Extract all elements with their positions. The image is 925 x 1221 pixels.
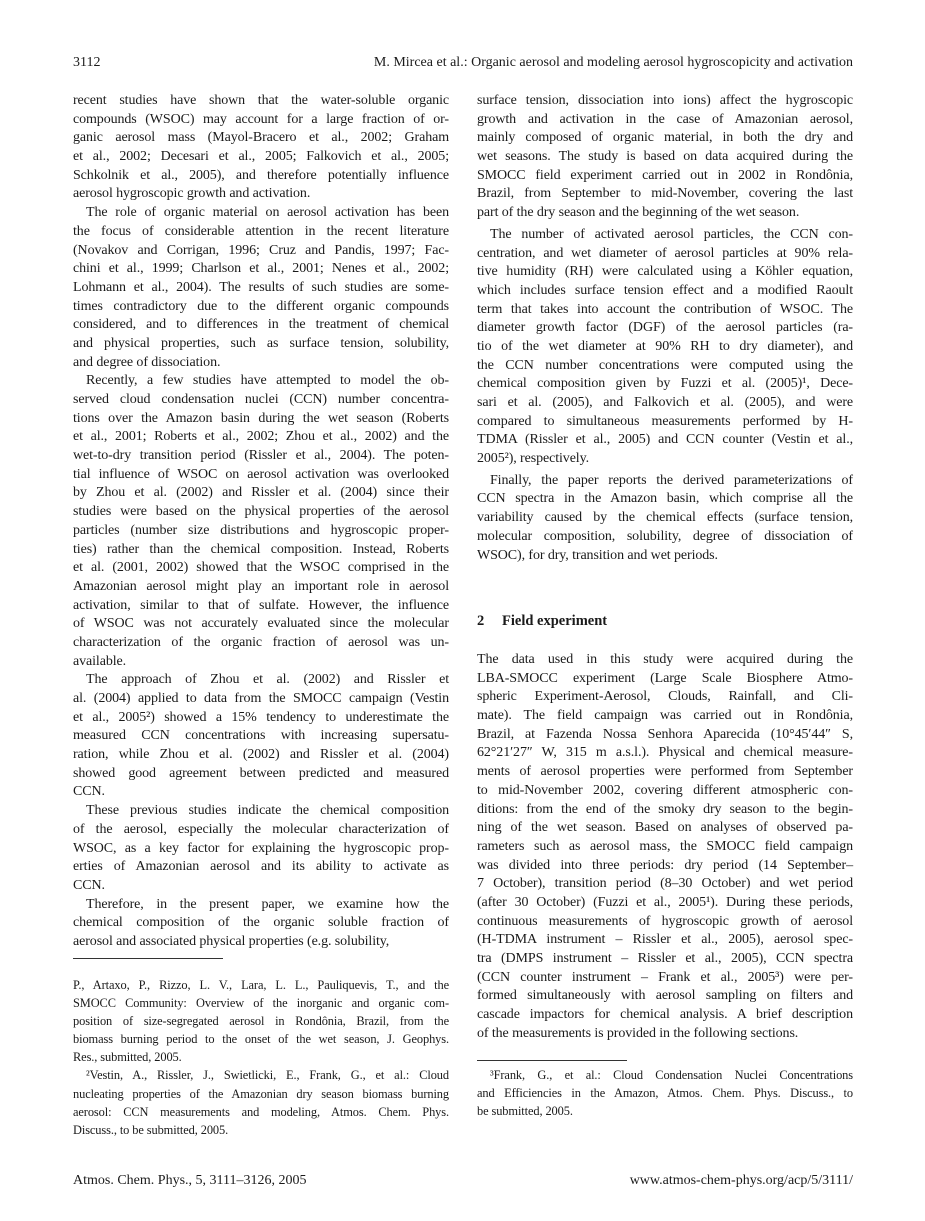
paragraph — [73, 204, 449, 372]
text-line: chemical composition given by Fuzzi et al. (2005)¹, Dece- — [477, 376, 853, 392]
text-line: available. — [73, 653, 127, 669]
section-body — [477, 651, 853, 1043]
text-line: erties of Amazonian aerosol and its ability to activate as — [73, 859, 449, 875]
footnote-rule — [73, 958, 223, 959]
paragraph — [73, 92, 449, 204]
section-title: Field experiment — [502, 613, 608, 629]
text-line: rameters such as aerosol mass, the SMOCC field campaign — [477, 838, 853, 854]
journal-citation: Atmos. Chem. Phys., 5, 3111–3126, 2005 — [73, 1173, 307, 1188]
text-line: variability caused by the chemical effects (surface tension, — [477, 510, 853, 526]
right-footnotes — [477, 1066, 853, 1120]
text-line: et al., 2005²) showed a 15% tendency to underestimate the — [73, 709, 449, 725]
paragraph — [73, 802, 449, 895]
text-line: growth and activation in the case of Amazonian aerosol, — [477, 111, 853, 127]
text-line: molecular composition, solubility, degree of dissociation of — [477, 528, 853, 544]
text-line: CCN. — [73, 784, 105, 800]
text-line: biomass burning period to the onset of the wet season, J. Geophys. — [73, 1032, 449, 1047]
text-line: nucleating properties of the Amazonian dry season biomass burning — [73, 1086, 449, 1101]
footnote — [73, 976, 449, 1066]
text-line: compounds (WSOC) may account for a large fraction of or- — [73, 111, 449, 127]
text-line: These previous studies indicate the chemical composition — [86, 803, 449, 819]
text-line: Res., submitted, 2005. — [73, 1050, 182, 1065]
text-line: Discuss., to be submitted, 2005. — [73, 1122, 229, 1137]
text-line: tions over the Amazon basin during the wet season (Roberts — [73, 410, 449, 426]
text-line: showed good agreement between predicted and measured — [73, 765, 449, 781]
paragraph — [73, 372, 449, 671]
text-line: diameter growth factor (DGF) of the aerosol particles (ra- — [477, 320, 853, 336]
text-line: (Novakov and Corrigan, 1996; Cruz and Pandis, 1997; Fac- — [73, 242, 449, 258]
text-line: to mid-November 2002, covering different atmospheric con- — [477, 782, 853, 798]
left-column-body — [73, 92, 449, 952]
text-line: Finally, the paper reports the derived parameterizations of — [490, 472, 853, 488]
text-line: ration, while Zhou et al. (2002) and Rissler et al. (2004) — [73, 747, 449, 763]
text-line: the focus of considerable attention in the recent literature — [73, 223, 449, 239]
text-line: cascade impactors for chemical analysis. A brief description — [477, 1007, 853, 1023]
running-title: M. Mircea et al.: Organic aerosol and modeling aerosol hygroscopicity and activation — [373, 55, 853, 70]
text-line: times contradictory due to the different organic compounds — [73, 298, 449, 314]
paragraph — [477, 651, 853, 1043]
text-line: aerosol hygroscopic growth and activation. — [73, 186, 311, 202]
text-line: and physical properties, such as surface tension, solubility, — [73, 335, 449, 351]
text-line: mate). The field campaign was carried out in Rondônia, — [477, 708, 853, 724]
text-line: spheric Experiment-Aerosol, Clouds, Rainfall, and Cli- — [477, 689, 853, 705]
text-line: ning of the wet season. Based on analyses of observed pa- — [477, 820, 853, 836]
text-line: LBA-SMOCC experiment (Large Scale Biosphere Atmo- — [477, 670, 853, 686]
paragraph — [477, 472, 853, 565]
paragraph — [73, 896, 449, 952]
paragraph — [477, 226, 853, 469]
text-line: by Zhou et al. (2002) and Rissler et al. (2004) since their — [73, 485, 449, 501]
text-line: of the aerosol, especially the molecular characterization of — [73, 821, 449, 837]
text-line: Brazil, from September to mid-November, covering the last — [477, 186, 853, 202]
text-line: (CCN counter instrument – Frank et al., 2005³) were per- — [477, 969, 853, 985]
text-line: The data used in this study were acquired during the — [477, 652, 853, 667]
text-line: sari et al. (2005), and Falkovich et al. (2005), and were — [477, 395, 853, 410]
text-line: et al. (2001, 2002) showed that the WSOC comprised in the — [73, 560, 449, 576]
text-line: continuous measurements of hygroscopic growth of aerosol — [477, 913, 853, 929]
text-line: 62°21′27″ W, 315 m a.s.l.). Physical and chemical measure- — [477, 745, 853, 761]
text-line: The role of organic material on aerosol activation has been — [86, 205, 449, 221]
text-line: SMOCC Community: Overview of the inorganic and organic com- — [73, 996, 449, 1011]
text-line: position of size-segregated aerosol in Rondônia, Brazil, from the — [73, 1014, 449, 1029]
text-line: wet-to-dry transition period (Rissler et al., 2004). The poten- — [73, 448, 449, 464]
text-line: considered, and to differences in the treatment of chemical — [73, 317, 449, 333]
text-line: of WSOC was not accurately evaluated since the molecular — [73, 616, 449, 632]
text-line: wet seasons. The study is based on data acquired during the — [477, 149, 853, 165]
left-footnotes — [73, 976, 449, 1139]
text-line: CCN. — [73, 877, 105, 893]
text-line: 2005²), respectively. — [477, 451, 589, 467]
text-line: recent studies have shown that the water-soluble organic — [73, 93, 449, 108]
text-line: Brazil, at Fazenda Nossa Senhora Aparecida (10°45′44″ S, — [477, 726, 853, 742]
text-line: aerosol: CCN measurements and modeling, Atmos. Chem. Phys. — [73, 1104, 449, 1119]
text-line: which includes surface tension effect and a modified Raoult — [477, 282, 853, 298]
text-line: CCN spectra in the Amazon basin, which comprise all the — [477, 491, 853, 507]
text-line: Lohmann et al., 2004). The results of such studies are some- — [73, 279, 449, 295]
text-line: WSOC), for dry, transition and wet periods. — [477, 547, 718, 563]
right-column-body — [477, 92, 853, 565]
text-line: (after 30 October) (Fuzzi et al., 2005¹). During these periods, — [477, 894, 853, 910]
text-line: compared to simultaneous measurements performed by H- — [477, 413, 853, 429]
paragraph — [73, 671, 449, 802]
text-line: and degree of dissociation. — [73, 354, 221, 370]
text-line: 7 October), transition period (8–30 October) and wet period — [477, 876, 853, 892]
text-line: of the measurements is provided in the following sections. — [477, 1025, 799, 1041]
text-line: et al., 2001; Roberts et al., 2002; Zhou et al., 2002) and the — [73, 429, 449, 445]
text-line: and Efficiencies in the Amazon, Atmos. Chem. Phys. Discuss., to — [477, 1086, 853, 1101]
text-line: mainly composed of organic material, in both the dry and — [477, 130, 853, 146]
text-line: ³Frank, G., et al.: Cloud Condensation Nuclei Concentrations — [490, 1068, 853, 1082]
text-line: SMOCC field experiment carried out in 2002 in Rondônia, — [477, 167, 853, 183]
text-line: ganic aerosol mass (Mayol-Bracero et al., 2002; Graham — [73, 130, 449, 146]
text-line: centration, and wet diameter of aerosol particles at 90% rela- — [477, 245, 853, 261]
text-line: chini et al., 1999; Charlson et al., 2001; Nenes et al., 2002; — [73, 261, 449, 277]
text-line: the CCN number concentrations were computed using the — [477, 357, 853, 373]
text-line: was divided into three periods: dry period (14 September– — [477, 857, 853, 873]
text-line: (H-TDMA instrument – Rissler et al., 2005), aerosol spec- — [477, 932, 853, 948]
footnote — [477, 1066, 853, 1120]
text-line: ties) rather than the chemical composition. Instead, Roberts — [73, 541, 449, 557]
text-line: surface tension, dissociation into ions) affect the hygroscopic — [477, 93, 853, 108]
text-line: ²Vestin, A., Rissler, J., Swietlicki, E., Frank, G., et al.: Cloud — [86, 1068, 449, 1083]
text-line: ments of aerosol properties were performed from September — [477, 764, 853, 780]
text-line: The approach of Zhou et al. (2002) and Rissler et — [86, 672, 449, 688]
text-line: ditions: from the end of the smoky dry season to the begin- — [477, 801, 853, 817]
footnote-rule — [477, 1060, 627, 1061]
text-line: al. (2004) applied to data from the SMOCC campaign (Vestin — [73, 691, 449, 706]
text-line: part of the dry season and the beginning of the wet season. — [477, 205, 800, 221]
text-line: activation, similar to that of sulfate. However, the influence — [73, 597, 449, 613]
text-line: P., Artaxo, P., Rizzo, L. V., Lara, L. L., Pauliquevis, T., and the — [73, 978, 449, 992]
text-line: Amazonian aerosol might play an important role in aerosol — [73, 578, 449, 594]
text-line: Schkolnik et al., 2005), and therefore potentially influence — [73, 167, 449, 183]
section-number: 2 — [477, 613, 485, 629]
text-line: tial influence of WSOC on aerosol activation was overlooked — [73, 466, 449, 482]
text-line: tive humidity (RH) were calculated using a Köhler equation, — [477, 264, 853, 280]
text-line: measured CCN concentrations with increasing supersatu- — [73, 728, 449, 744]
text-line: tra (DMPS instrument – Rissler et al., 2005), CCN spectra — [477, 951, 853, 966]
journal-url[interactable]: www.atmos-chem-phys.org/acp/5/3111/ — [629, 1173, 853, 1188]
text-line: served cloud condensation nuclei (CCN) number concentra- — [73, 392, 449, 407]
text-line: WSOC, as a key factor for explaining the hygroscopic prop- — [73, 840, 449, 856]
section-heading — [477, 611, 607, 631]
text-line: tio of the wet diameter at 90% RH to dry diameter), and — [477, 338, 853, 354]
text-line: formed simultaneously with aerosol sampling on filters and — [477, 988, 853, 1004]
text-line: particles (number size distributions and hygroscopic proper- — [73, 522, 449, 538]
text-line: studies were based on the physical properties of the aerosol — [73, 504, 449, 520]
text-line: aerosol and associated physical properties (e.g. solubility, — [73, 933, 390, 949]
text-line: term that takes into account the contribution of WSOC. The — [477, 301, 853, 317]
text-line: characterization of the organic fraction of aerosol was un- — [73, 634, 449, 650]
text-line: chemical composition of the organic soluble fraction of — [73, 915, 449, 931]
text-line: et al., 2002; Decesari et al., 2005; Falkovich et al., 2005; — [73, 149, 449, 165]
paragraph — [477, 92, 853, 223]
text-line: TDMA (Rissler et al., 2005) and CCN counter (Vestin et al., — [477, 432, 853, 448]
page-number: 3112 — [73, 55, 101, 70]
text-line: Therefore, in the present paper, we examine how the — [86, 896, 449, 912]
text-line: be submitted, 2005. — [477, 1104, 573, 1119]
text-line: Recently, a few studies have attempted to model the ob- — [86, 373, 449, 389]
footnote — [73, 1066, 449, 1138]
text-line: The number of activated aerosol particles, the CCN con- — [490, 226, 853, 242]
